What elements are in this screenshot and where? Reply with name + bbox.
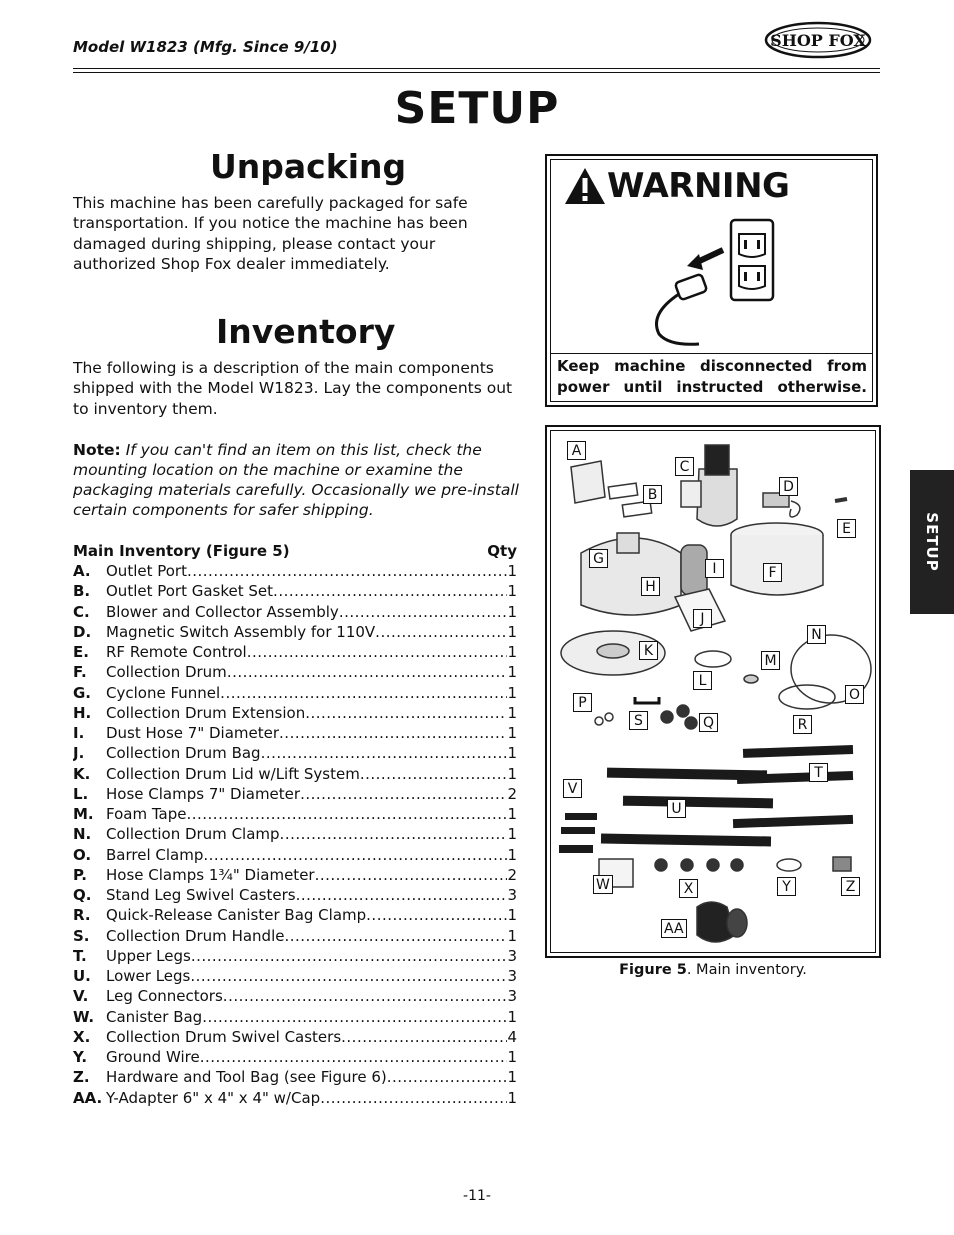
inventory-item-name: Stand Leg Swivel Casters <box>106 886 296 904</box>
inventory-item-qty: 1 <box>507 906 517 925</box>
inventory-item <box>73 966 517 986</box>
inventory-item <box>73 885 517 905</box>
inventory-item-name: Collection Drum Handle <box>106 926 285 945</box>
inventory-item-qty: 1 <box>507 622 517 641</box>
inventory-item <box>73 642 517 662</box>
figure-label: L <box>693 671 712 690</box>
logo-text: SHOP FOX <box>770 31 866 50</box>
inventory-item-letter: C. <box>73 602 90 621</box>
warning-separator <box>551 353 872 354</box>
inventory-item-name: Hose Clamps 1³⁄₄" Diameter <box>106 865 315 884</box>
figure-label: D <box>779 477 798 496</box>
warning-box <box>545 154 878 407</box>
inventory-item-qty: 1 <box>507 703 517 722</box>
figure-label: F <box>763 563 782 582</box>
inventory-item-name: Hardware and Tool Bag (see Figure 6) <box>106 1068 387 1087</box>
inventory-item <box>73 1088 517 1108</box>
inventory-item-qty: 1 <box>507 602 517 621</box>
inventory-item <box>73 905 517 925</box>
warning-triangle-icon <box>563 166 607 206</box>
inventory-item <box>73 845 517 865</box>
figure-label: W <box>593 875 613 894</box>
page-title: SETUP <box>394 83 560 134</box>
inventory-item <box>73 764 517 784</box>
inventory-item-name: Y-Adapter 6" x 4" x 4" w/Cap <box>106 1088 321 1107</box>
figure-label: X <box>679 879 698 898</box>
leader-dots <box>187 561 507 581</box>
inventory-item-name: Outlet Port Gasket Set <box>106 582 274 601</box>
leader-dots <box>300 784 507 804</box>
leader-dots <box>279 723 507 743</box>
inventory-item-qty: 2 <box>507 784 517 803</box>
leader-dots <box>305 703 507 723</box>
inventory-item-letter: AA. <box>73 1088 103 1107</box>
inventory-item <box>73 662 517 682</box>
inventory-item-qty: 1 <box>507 1007 517 1026</box>
inventory-item-name: Dust Hose 7" Diameter <box>106 724 280 742</box>
inventory-item-name: Collection Drum Lid w/Lift System <box>106 764 360 783</box>
qty-heading: Qty <box>487 542 517 560</box>
figure-caption <box>545 962 881 978</box>
inventory-intro: The following is a description of the main components shipped with the Model W1823. Lay the components out to inventory them. <box>73 359 513 418</box>
figure-label: E <box>837 519 856 538</box>
inventory-item-letter: D. <box>73 622 92 641</box>
inventory-item <box>73 946 517 966</box>
inventory-item-qty: 1 <box>507 643 517 661</box>
inventory-item-qty: 1 <box>507 805 517 823</box>
figure-label: U <box>667 799 686 818</box>
figure-label: V <box>563 779 582 798</box>
inventory-item-name: Foam Tape <box>106 805 187 823</box>
figure-label: A <box>567 441 586 460</box>
inventory-item-qty: 1 <box>507 764 517 783</box>
leader-dots <box>366 905 507 925</box>
leader-dots <box>339 602 508 622</box>
inventory-item <box>73 865 517 885</box>
inventory-item-letter: I. <box>73 724 85 742</box>
inventory-item-letter: Q. <box>73 886 92 904</box>
leader-dots <box>191 946 508 966</box>
inventory-item-name: Collection Drum Extension <box>106 703 306 722</box>
inventory-item-letter: U. <box>73 967 91 985</box>
figure-label: P <box>573 693 592 712</box>
inventory-item-name: Collection Drum Bag <box>106 744 261 763</box>
inventory-item-qty: 1 <box>507 1088 517 1107</box>
inventory-item-name: Canister Bag <box>106 1007 203 1026</box>
inventory-item-letter: X. <box>73 1027 91 1046</box>
leader-dots <box>202 1007 507 1027</box>
side-tab-setup <box>910 470 954 614</box>
inventory-item <box>73 1047 517 1067</box>
inventory-item-name: Blower and Collector Assembly <box>106 602 339 621</box>
inventory-item-letter: J. <box>73 744 85 763</box>
unpacking-heading: Unpacking <box>210 147 407 186</box>
inventory-item-letter: R. <box>73 906 91 925</box>
figure-caption-label: Figure 5 <box>619 962 687 978</box>
inventory-item-qty: 1 <box>507 845 517 864</box>
inventory-item <box>73 1007 517 1027</box>
inventory-item <box>73 986 517 1006</box>
inventory-item <box>73 581 517 601</box>
inventory-item-letter: G. <box>73 683 92 702</box>
inventory-item-qty: 1 <box>507 724 517 742</box>
inventory-item <box>73 804 517 824</box>
leader-dots <box>375 622 507 642</box>
inventory-item-letter: P. <box>73 865 87 884</box>
inventory-item-letter: B. <box>73 582 91 601</box>
leader-dots <box>341 1027 507 1047</box>
figure-label: I <box>705 559 724 578</box>
figure-label: C <box>675 457 694 476</box>
inventory-item <box>73 824 517 844</box>
leader-dots <box>296 885 508 905</box>
inventory-item <box>73 723 517 743</box>
inventory-item-letter: L. <box>73 784 89 803</box>
inventory-item-letter: F. <box>73 663 87 682</box>
figure-label: H <box>641 577 660 596</box>
figure-label: B <box>643 485 662 504</box>
leader-dots <box>387 1067 508 1087</box>
inventory-item-qty: 3 <box>507 967 517 985</box>
inventory-item-letter: H. <box>73 703 92 722</box>
inventory-item <box>73 1027 517 1047</box>
figure-label: Q <box>699 713 718 732</box>
inventory-item-name: Collection Drum Clamp <box>106 825 280 844</box>
inventory-item <box>73 561 517 581</box>
inventory-item-name: Magnetic Switch Assembly for 110V <box>106 622 376 641</box>
inventory-figure <box>545 425 881 958</box>
inventory-list <box>73 561 517 1108</box>
inventory-item-name: Collection Drum <box>106 663 227 682</box>
inventory-item-letter: K. <box>73 764 91 783</box>
inventory-item-qty: 1 <box>507 663 517 682</box>
leader-dots <box>360 764 508 784</box>
figure-label: Z <box>841 877 860 896</box>
inventory-item-letter: Z. <box>73 1068 90 1087</box>
leader-dots <box>320 1088 507 1108</box>
inventory-item <box>73 926 517 946</box>
inventory-item-name: Outlet Port <box>106 562 187 580</box>
inventory-item-name: Quick-Release Canister Bag Clamp <box>106 906 367 925</box>
inventory-item-qty: 1 <box>507 825 517 844</box>
leader-dots <box>315 865 508 885</box>
leader-dots <box>227 662 508 682</box>
inventory-item-letter: W. <box>73 1007 95 1026</box>
inventory-item-qty: 4 <box>507 1027 517 1046</box>
inventory-item-qty: 3 <box>507 987 517 1006</box>
inventory-item-qty: 3 <box>507 886 517 904</box>
warning-title: WARNING <box>607 166 790 206</box>
inventory-item-letter: A. <box>73 562 91 580</box>
shop-fox-logo <box>764 20 872 60</box>
inventory-item-letter: S. <box>73 926 90 945</box>
model-header: Model W1823 (Mfg. Since 9/10) <box>73 38 338 56</box>
inventory-item-name: Ground Wire <box>106 1048 200 1066</box>
figure-label: K <box>639 641 658 660</box>
figure-label: S <box>629 711 648 730</box>
inventory-item-qty: 1 <box>507 582 517 601</box>
inventory-item-letter: O. <box>73 845 92 864</box>
inventory-item-name: RF Remote Control <box>106 643 247 661</box>
inventory-heading: Inventory <box>216 312 396 351</box>
figure-label: G <box>589 549 608 568</box>
inventory-item-letter: Y. <box>73 1048 88 1066</box>
inventory-item-qty: 1 <box>507 1048 517 1066</box>
inventory-item-letter: T. <box>73 946 87 965</box>
inventory-item <box>73 683 517 703</box>
figure-label: AA <box>661 919 687 938</box>
leader-dots <box>200 1047 508 1067</box>
inventory-item-qty: 3 <box>507 946 517 965</box>
figure-label: T <box>809 763 828 782</box>
inventory-item <box>73 1067 517 1087</box>
side-tab-label: SETUP <box>923 512 941 572</box>
warning-text: Keep machine disconnected from power until instructed otherwise. <box>557 357 867 396</box>
inventory-item-letter: M. <box>73 805 94 823</box>
inventory-item-name: Cyclone Funnel <box>106 683 221 702</box>
note-label: Note: <box>73 441 121 459</box>
inventory-item-name: Upper Legs <box>106 946 191 965</box>
leader-dots <box>220 683 507 703</box>
leader-dots <box>261 743 508 763</box>
inventory-item-name: Leg Connectors <box>106 987 223 1006</box>
inventory-item-name: Hose Clamps 7" Diameter <box>106 784 301 803</box>
leader-dots <box>203 845 507 865</box>
leader-dots <box>190 966 507 986</box>
unpacking-body: This machine has been carefully packaged for safe transportation. If you notice the machine has been damaged during shipping, please contact your authorized Shop Fox dealer immediately. <box>73 194 468 274</box>
inventory-item-name: Barrel Clamp <box>106 845 204 864</box>
inventory-list-header <box>73 542 517 560</box>
leader-dots <box>223 986 508 1006</box>
leader-dots <box>186 804 507 824</box>
header-rule-thin <box>73 72 880 73</box>
inventory-item <box>73 784 517 804</box>
figure-caption-text: . Main inventory. <box>686 962 807 978</box>
inventory-note <box>73 440 523 520</box>
inventory-list-heading: Main Inventory (Figure 5) <box>73 542 290 560</box>
inventory-item-qty: 1 <box>507 683 517 702</box>
inventory-item-qty: 1 <box>507 562 517 580</box>
inventory-item <box>73 602 517 622</box>
figure-label: J <box>693 609 712 628</box>
note-text: If you can't find an item on this list, check the mounting location on the machine or examine the packaging materials carefully. Occasionally we pre-install certain components for safer shipping. <box>73 441 519 519</box>
inventory-item-qty: 2 <box>507 865 517 884</box>
leader-dots <box>280 824 508 844</box>
figure-label: M <box>761 651 780 670</box>
inventory-item <box>73 622 517 642</box>
unplugged-outlet-icon <box>647 214 777 349</box>
inventory-item-qty: 1 <box>507 744 517 763</box>
page-number: -11- <box>463 1188 491 1204</box>
figure-label: Y <box>777 877 796 896</box>
inventory-item <box>73 743 517 763</box>
inventory-item <box>73 703 517 723</box>
figure-label: R <box>793 715 812 734</box>
leader-dots <box>273 581 507 601</box>
inventory-item-letter: V. <box>73 987 89 1006</box>
inventory-item-name: Lower Legs <box>106 967 191 985</box>
leader-dots <box>284 926 507 946</box>
inventory-item-qty: 1 <box>507 926 517 945</box>
figure-label: N <box>807 625 826 644</box>
figure-label: O <box>845 685 864 704</box>
inventory-item-name: Collection Drum Swivel Casters <box>106 1027 342 1046</box>
inventory-item-letter: N. <box>73 825 92 844</box>
inventory-item-qty: 1 <box>507 1068 517 1087</box>
header-rule <box>73 68 880 69</box>
inventory-item-letter: E. <box>73 643 89 661</box>
leader-dots <box>247 642 508 662</box>
